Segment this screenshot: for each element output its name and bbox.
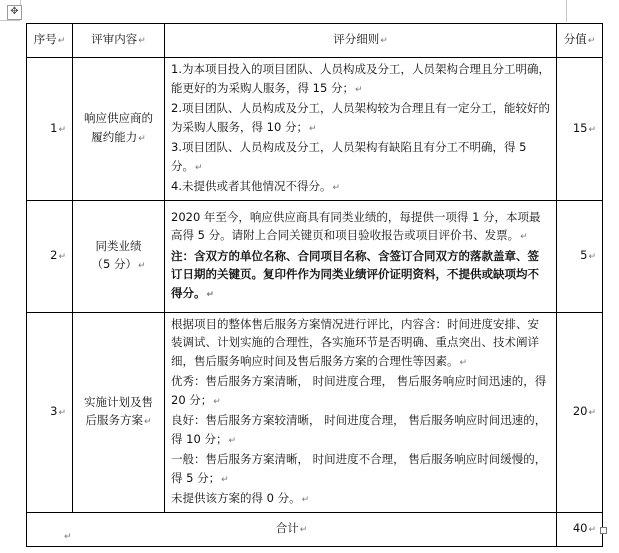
row-2-content[interactable]: 同类业绩 （5 分）↵ xyxy=(73,200,165,312)
detail-line: 2.项目团队、人员构成及分工，人员架构较为合理且有一定分工，能较好的为采购人服务，得 10 分；↵ xyxy=(171,101,550,134)
header-cell-score[interactable]: 分值↵ xyxy=(557,24,603,58)
total-row xyxy=(27,512,603,546)
row-3-details[interactable] xyxy=(165,312,557,512)
row-2-no[interactable]: 2↵ xyxy=(27,200,73,312)
detail-line: 一般：售后服务方案清晰， 时间进度不合理， 售后服务响应时间缓慢的，得 5 分；↵ xyxy=(171,452,547,485)
header-cell-no[interactable]: 序号↵ xyxy=(27,24,73,58)
scoring-table xyxy=(26,23,603,547)
row-1-details[interactable] xyxy=(165,58,557,201)
row-1-no[interactable]: 1↵ xyxy=(27,58,73,201)
page-corner-guide xyxy=(0,20,20,21)
total-label[interactable]: 合计↵ xyxy=(27,512,557,546)
paragraph-mark: ↵ xyxy=(64,532,72,542)
table-row xyxy=(27,58,603,201)
table-move-handle-icon[interactable]: ✥ xyxy=(7,5,22,20)
row-3-no[interactable]: 3↵ xyxy=(27,312,73,512)
row-1-score[interactable]: 15↵ xyxy=(557,58,603,201)
detail-note: 注：含双方的单位名称、合同项目名称、含签订合同双方的落款盖章、签订日期的关键页。复印件作为同类业绩评价证明资料，不提供或缺项均不得分。↵ xyxy=(171,248,539,300)
page-margin-guide xyxy=(566,0,567,22)
row-1-content[interactable]: 响应供应商的履约能力↵ xyxy=(73,58,165,201)
row-3-content[interactable]: 实施计划及售后服务方案↵ xyxy=(73,312,165,512)
detail-line: 3.项目团队、人员构成及分工，人员架构有缺陷且有分工不明确，得 5 分。↵ xyxy=(171,140,527,173)
table-row xyxy=(27,312,603,512)
row-2-details[interactable] xyxy=(165,200,557,312)
header-cell-content[interactable]: 评审内容↵ xyxy=(73,24,165,58)
detail-line: 优秀：售后服务方案清晰， 时间进度合理， 售后服务响应时间迅速的，得 20 分；↵ xyxy=(171,374,547,407)
row-3-score[interactable]: 20↵ xyxy=(557,312,603,512)
detail-line: 1.为本项目投入的项目团队、人员构成及分工，人员架构合理且分工明确，能更好的为采购人服务，得 15 分；↵ xyxy=(171,62,550,95)
header-row xyxy=(27,24,603,58)
detail-line: 良好：售后服务方案较清晰， 时间进度合理， 售后服务响应时间迅速的，得 10 分；↵ xyxy=(171,413,547,446)
detail-line: 4.未提供或者其他情况不得分。↵ xyxy=(171,179,341,193)
detail-line: 根据项目的整体售后服务方案情况进行评比，内容含：时间进度安排、安装调试、计划实施的合理性，各实施环节是否明确、重点突出、技术阐详细，售后服务响应时间及售后服务方案的合理性等因素。↵ xyxy=(171,316,539,368)
row-2-score[interactable]: 5↵ xyxy=(557,200,603,312)
total-score[interactable]: 40↵ xyxy=(557,512,603,546)
table-resize-handle[interactable] xyxy=(600,527,607,534)
header-cell-details[interactable]: 评分细则↵ xyxy=(165,24,557,58)
detail-line: 2020 年至今，响应供应商具有同类业绩的，每提供一项得 1 分，本项最高得 5 分。请附上合同关键页和项目验收报告或项目评价书、发票。↵ xyxy=(171,209,541,243)
detail-line: 未提供该方案的得 0 分。↵ xyxy=(171,491,310,505)
table-row xyxy=(27,200,603,312)
